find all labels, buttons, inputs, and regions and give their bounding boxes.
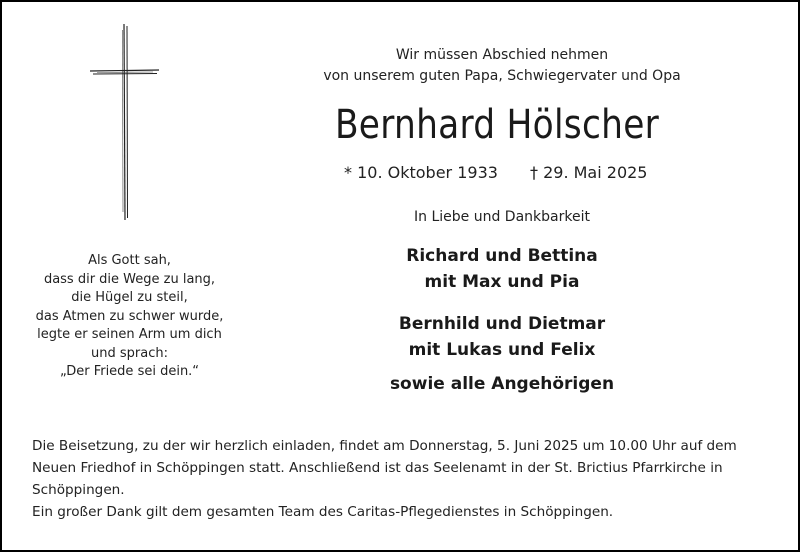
family-line: Bernhild und Dietmar [398,314,606,334]
family-line: mit Max und Pia [424,272,580,292]
family-group-2 [302,311,702,363]
poem-line: „Der Friede sei dein.“ [59,364,200,379]
funeral-line: Die Beisetzung, zu der wir herzlich einladen, findet am Donnerstag, 5. Juni 2025 um 10.00 Uhr auf dem [32,438,737,454]
poem-line: und sprach: [91,345,168,361]
family-line: Richard und Bettina [406,246,598,266]
funeral-line: Schöppingen. [32,482,125,498]
mourners-intro: In Liebe und Dankbarkeit [414,209,590,225]
relatives-line: sowie alle Angehörigen [389,374,615,394]
family-line: mit Lukas und Felix [408,340,596,360]
poem-line: das Atmen zu schwer wurde, [35,308,224,324]
family-group-1 [302,243,702,295]
poem-line: legte er seinen Arm um dich [37,327,222,342]
funeral-line: Neuen Friedhof in Schöppingen statt. Anschließend ist das Seelenamt in der St. Brictius Pfarrkirche in [32,460,723,476]
death-date: † 29. Mai 2025 [530,163,648,182]
poem-line: Als Gott sah, [88,253,171,268]
funeral-line: Ein großer Dank gilt dem gesamten Team des Caritas-Pflegedienstes in Schöppingen. [32,504,614,520]
poem [22,252,237,382]
poem-line: die Hügel zu steil, [71,290,188,305]
birth-date: * 10. Oktober 1933 [344,163,498,182]
deceased-name: Bernhard Hölscher [334,102,660,148]
funeral-details [32,435,792,523]
intro-line-2: von unserem guten Papa, Schwiegervater und Opa [323,68,681,84]
intro-line-1: Wir müssen Abschied nehmen [395,47,609,63]
cross-icon [87,22,162,222]
poem-line: dass dir die Wege zu lang, [43,271,216,287]
